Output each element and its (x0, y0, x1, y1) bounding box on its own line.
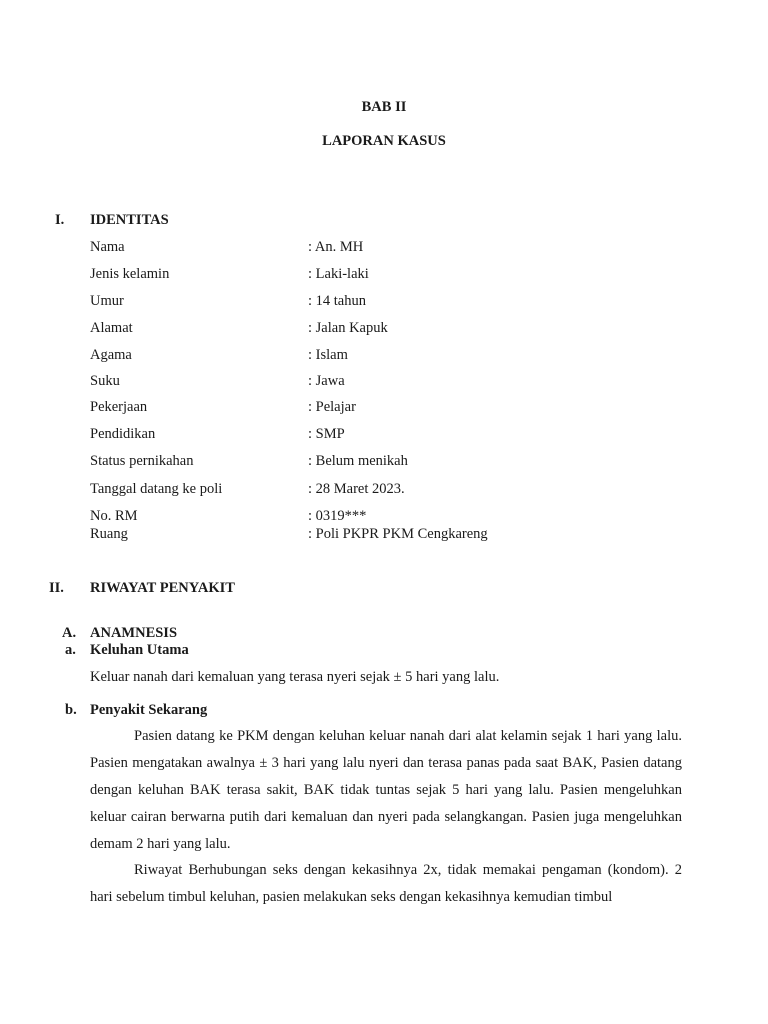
section-number-riwayat: II. (49, 580, 64, 596)
identity-value: : An. MH (308, 239, 364, 255)
identity-label: Ruang (90, 526, 128, 542)
page-title: LAPORAN KASUS (322, 133, 446, 149)
subsection-title-anamnesis: ANAMNESIS (90, 625, 178, 641)
item-letter-keluhan: a. (65, 642, 76, 658)
keluhan-utama-text: Keluar nanah dari kemaluan yang terasa nyeri sejak ± 5 hari yang lalu. (90, 669, 500, 685)
identity-value: : 28 Maret 2023. (308, 481, 405, 497)
identity-label: Pendidikan (90, 426, 156, 442)
identity-value: : Pelajar (308, 399, 356, 415)
item-title-keluhan: Keluhan Utama (90, 642, 189, 658)
identity-label: Pekerjaan (90, 399, 148, 415)
identity-value: : Laki-laki (308, 266, 369, 282)
penyakit-sekarang-paragraph-2: Riwayat Berhubungan seks dengan kekasihnya 2x, tidak memakai pengaman (kondom). 2 hari sebelum timbul keluhan, pasien melakukan seks dengan kekasihnya kemudian timbul (90, 862, 682, 905)
identity-label: Nama (90, 239, 125, 255)
identity-label: Alamat (90, 320, 133, 336)
chapter-heading: BAB II (361, 99, 407, 115)
identity-value: : 14 tahun (308, 293, 366, 309)
identity-value: : Jalan Kapuk (308, 320, 388, 336)
identity-value: : SMP (308, 426, 345, 442)
identity-label: Status pernikahan (90, 453, 194, 469)
identity-label: Tanggal datang ke poli (90, 481, 223, 497)
identity-value: : Poli PKPR PKM Cengkareng (308, 526, 488, 542)
identity-label: Agama (90, 347, 132, 363)
identity-label: Umur (90, 293, 124, 309)
section-title-identitas: IDENTITAS (90, 212, 169, 228)
item-letter-sekarang: b. (65, 702, 77, 718)
item-title-sekarang: Penyakit Sekarang (90, 702, 208, 718)
section-title-riwayat: RIWAYAT PENYAKIT (90, 580, 235, 596)
identity-label: Suku (90, 373, 120, 389)
subsection-letter-anamnesis: A. (62, 625, 77, 641)
identity-label: No. RM (90, 508, 138, 524)
identity-value: : Belum menikah (308, 453, 408, 469)
identity-value: : Islam (308, 347, 348, 363)
identity-value: : 0319*** (308, 508, 367, 524)
identity-value: : Jawa (308, 373, 345, 389)
penyakit-sekarang-paragraph-1: Pasien datang ke PKM dengan keluhan keluar nanah dari alat kelamin sejak 1 hari yang lalu. Pasien mengatakan awalnya ± 3 hari yang lalu nyeri dan terasa panas pada saat BAK, Pasien datang dengan keluhan BAK terasa sakit, BAK tidak tuntas sejak 5 hari yang lalu. Pasien mengeluhkan keluar cairan berwarna putih dari kemaluan dan nyeri pada selangkangan. Pasien juga mengeluhkan demam 2 hari yang lalu. (90, 728, 682, 852)
section-number-identitas: I. (55, 212, 65, 228)
identity-label: Jenis kelamin (90, 266, 170, 282)
